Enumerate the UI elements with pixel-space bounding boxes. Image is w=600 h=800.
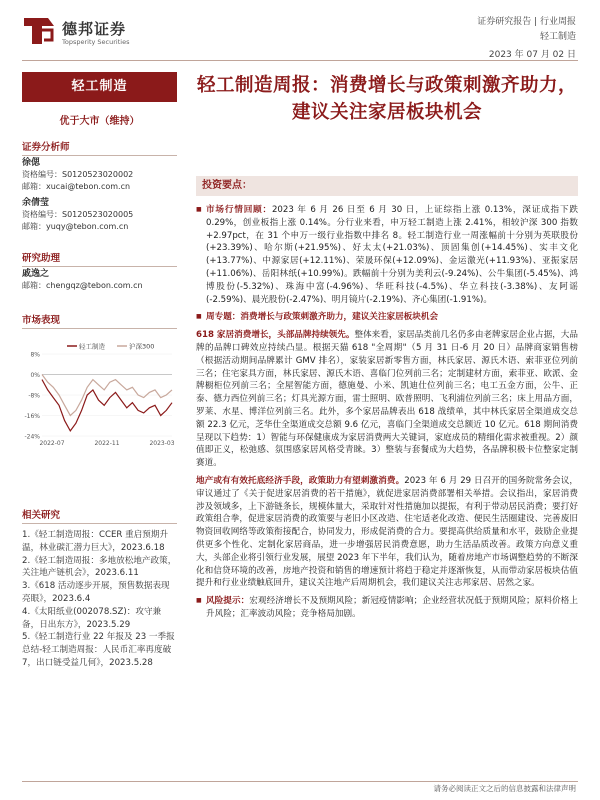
related-item[interactable]: 1.《轻工制造周报：CCER 重启预期升温，林业碳汇潜力巨大》，2023.6.18 [22, 530, 169, 553]
y-tick-label: -16% [24, 413, 40, 420]
paragraph-text: 宏观经济增长不及预期风险；新冠疫情影响；企业经营状况低于预期风险；原料价格上升风险；汇率波动风险；竞争格局加剧。 [206, 596, 578, 619]
series-line [42, 380, 172, 431]
assistant-name: 戚逸之 [22, 269, 50, 279]
y-tick-label: 0% [30, 372, 40, 379]
legend-label: 轻工制造 [79, 342, 105, 351]
analyst-cert: 资格编号：S0120523020002 [22, 170, 134, 179]
related-item[interactable]: 4.《太阳纸业(002078.SZ)：攻守兼备，日出东方》，2023.5.29 [22, 606, 162, 630]
header-divider [22, 60, 578, 61]
paragraph-lead: 市场行情回顾： [206, 205, 272, 215]
assistant-email[interactable]: 邮箱：chengqz@tebon.com.cn [22, 281, 143, 290]
company-name: 德邦证券 [62, 20, 127, 38]
report-header [0, 0, 600, 60]
main-content [196, 72, 578, 619]
assistant [22, 268, 177, 292]
paragraph-lead: 风险提示： [206, 596, 250, 607]
paragraph-text: 整体来看，家居品类前几名仍多由老牌家居企业占据，大品牌的品牌口碑效应持续凸显。根据天猫 618 "全周期"（5 月 31 日-6 月 20 日）品牌商家销售榜（根据活动期间品牌累计 GMV 排名），家装家居新零售方面，林氏家居、源氏木语、索菲亚位列前三名；住宅家具方面，林氏家居、源氏木语、喜临门位列前三名；定制建材方面，索菲亚、欧派、金牌橱柜位列前三名；全屋智能方面，德施曼、小米、凯迪仕位列前三名；电工五金方面，公牛、正泰、德力西位列前三名；灯具光源方面，雷士照明、欧普照明、飞利浦位列前三名；床上用品方面，罗莱、水星、博洋位列前三名。此外，多个家居品牌表出 618 战绩单，其中林氏家居全渠道成交总额 22.3 亿元，芝华仕全渠道成交总额 9.6 亿元，喜临门全渠道成交总额近 10 亿元。618 期间消费呈现以下趋势：1）智能与环保健康成为家居消费两大关键词，家庭成员的精细化需求被重视。2）颜值即正义，松弛感、氛围感家居风格受青睐。3）整装与套餐成为大趋势，各品牌积极卡位整家定制赛道。 [196, 330, 578, 469]
analyst-cert: 资格编号：S0120523020005 [22, 210, 134, 219]
paragraph-text: 2023 年 6 月 29 日召开的国务院常务会议，审议通过了《关于促进家居消费的若干措施》，就促进家居消费部署相关举措。会议指出，家居消费涉及领域多，上下游链条长，规模体量大，采取针对性措施加以提振，有利于带动居民消费；要打好政策组合拳，促进家居消费的政策要与老旧小区改造、住宅适老化改造、便民生活圈建设、完善废旧物资回收网络等政策衔接配合，协同发力，形成促消费的合力。要提高供给质量和水平，鼓励企业提供更多个性化、定制化家居商品，进一步增强居民消费意愿，助力生活品质改善。政策方向意义重大，头部企业将引领行业发展，展望 2023 年下半年，我们认为，随着房地产市场调整趋势的不断深化和信贷环境的改善，房地产投资和销售的增速预计将趋于稳定并逐渐恢复，从而带动家居板块估值提升和行业业绩触底回升，建议关注地产后周期机会，我们建议关注志邦家居、居然之家。 [196, 475, 578, 589]
paragraph-lead: 618 家居消费增长，头部品牌持续领先。 [196, 330, 355, 341]
company-name-en: Topsperity Securities [62, 38, 130, 46]
consumption-paragraph [196, 329, 578, 470]
related-item[interactable]: 5.《轻工制造行业 22 年报及 23 一季报总结-轻工制造周报：人民币汇率再度破 7，出口链受益几何》，2023.5.28 [22, 632, 175, 668]
paragraph-text: 2023 年 6 月 26 日至 6 月 30 日，上证综指上涨 0.13%，深证成指下跌 0.29%，创业板指上涨 0.14%。分行业来看，申万轻工制造上涨 2.41%，相较沪深 300 指数+2.97pct，在 31 个申万一级行业指数中排名 8。轻工制造行业一周涨幅前十分别为英联股份(+23.39%)、哈尔斯(+21.95%)、好太太(+21.03%)、顶固集创(+14.45%)、实丰文化(+13.77%)、中源家居(+12.11%)、荣晟环保(+12.09%)、金运激光(+11.93%)、亚振家居(+11.06%)、岳阳林纸(+10.99%)。跌幅前十分别为美利云(-9.24%)、公牛集团(-5.45%)、鸿博股份(-5.32%)、珠海中富(-4.96%)、华旺科技(-4.5%)、华立科技(-3.38%)、友阿谣(-2.59%)、晨光股份(-2.47%)、明月镜片(-2.19%)、齐心集团(-1.91%)。 [206, 205, 578, 305]
report-body [196, 204, 578, 626]
x-tick-label: 2022-07 [39, 440, 65, 447]
market-performance-chart [22, 340, 177, 450]
footer-divider [22, 781, 578, 782]
x-tick-label: 2023-03 [149, 440, 175, 447]
analyst-name: 徐偲 [22, 158, 41, 168]
report-type: 证券研究报告 | 行业周报 [477, 17, 576, 27]
assistant-section-title: 研究助理 [22, 250, 177, 267]
y-tick-label: 8% [30, 351, 40, 359]
sidebar [22, 72, 177, 780]
footer-disclaimer: 请务必阅读正文之后的信息披露和法律声明 [433, 784, 576, 793]
y-tick-label: -8% [28, 392, 40, 400]
company-logo-icon [22, 16, 56, 46]
analyst-1 [22, 157, 177, 193]
related-section-title: 相关研究 [22, 507, 177, 524]
industry-label: 轻工制造 [22, 72, 177, 102]
report-title: 轻工制造周报：消费增长与政策刺激齐助力，建议关注家居板块机会 [196, 75, 577, 123]
analyst-2 [22, 197, 177, 233]
weekly-topic-heading: ■ 周专题：消费增长与政策刺激齐助力，建议关注家居板块机会 [196, 311, 578, 324]
related-item[interactable]: 3.《618 活动逐步开展，预售数据表现亮眼》，2023.6.4 [22, 581, 170, 604]
legend-label: 沪深300 [129, 342, 155, 351]
related-item[interactable]: 2.《轻工制造周报：多地放松地产政策，关注地产链机会》，2023.6.11 [22, 555, 177, 579]
market-review-paragraph [196, 204, 578, 306]
analyst-email[interactable]: 邮箱：xucai@tebon.com.cn [22, 182, 131, 191]
report-industry: 轻工制造 [539, 32, 576, 42]
risk-paragraph [196, 595, 578, 621]
report-date: 2023 年 07 月 02 日 [488, 50, 576, 60]
analyst-section-title: 证券分析师 [22, 139, 177, 156]
analyst-name: 余倩莹 [22, 198, 50, 208]
summary-label: 投资要点： [196, 176, 578, 196]
paragraph-lead: 地产或有有效托底经济手段，政策助力有望刺激消费。 [196, 475, 405, 486]
rating-label: 优于大市（维持） [59, 116, 140, 127]
policy-paragraph [196, 475, 578, 590]
related-research-list [22, 529, 177, 670]
analyst-email[interactable]: 邮箱：yuqy@tebon.com.cn [22, 222, 129, 231]
market-section-title: 市场表现 [22, 312, 177, 329]
y-tick-label: -24% [24, 433, 40, 441]
x-tick-label: 2022-11 [94, 440, 120, 447]
